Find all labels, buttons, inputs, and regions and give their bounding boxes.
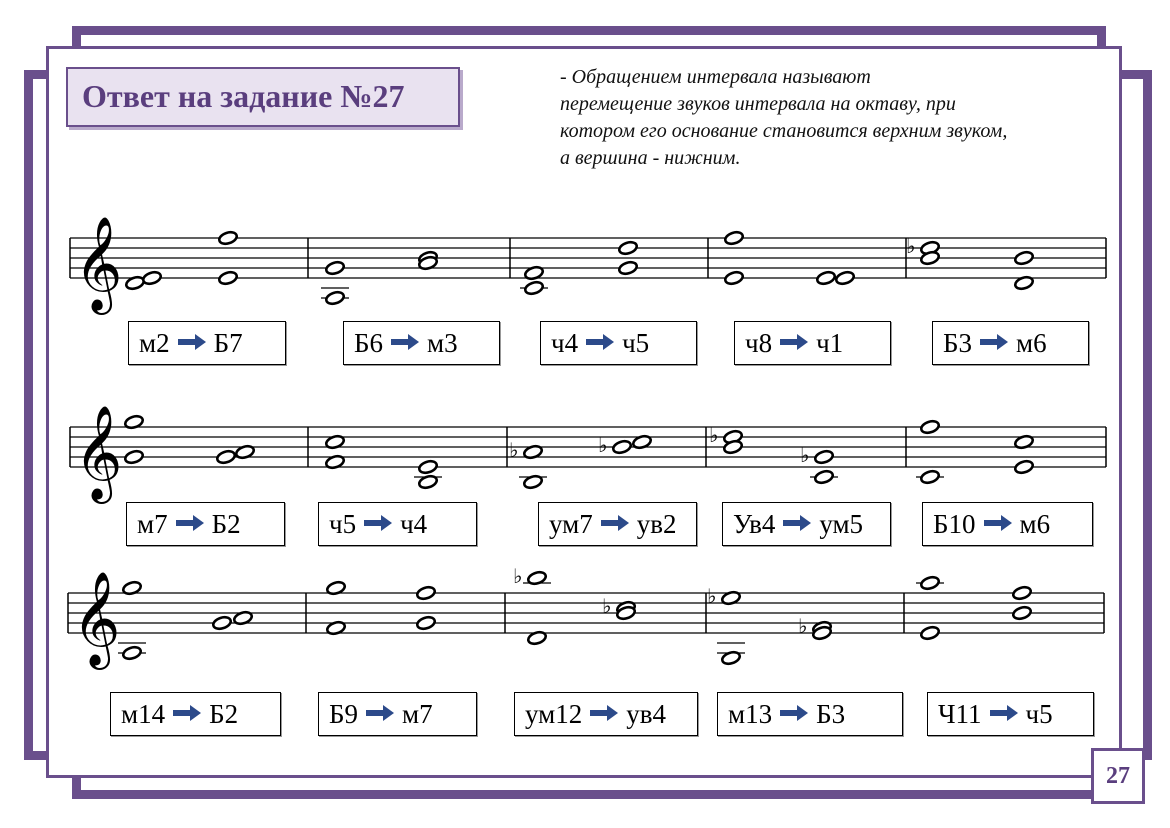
flat-sign-icon: ♭ [509, 438, 519, 462]
flat-sign-icon: ♭ [602, 594, 612, 618]
right-arrow-icon [990, 705, 1018, 721]
flat-sign-icon: ♭ [800, 443, 810, 467]
whole-note [920, 419, 940, 435]
right-arrow-icon [783, 515, 811, 531]
interval-to: ув4 [626, 698, 666, 729]
interval-to: м6 [1019, 508, 1051, 539]
interval-answer-box [514, 692, 698, 736]
whole-note [142, 270, 162, 286]
right-arrow-icon [780, 705, 808, 721]
interval-to: м3 [427, 327, 458, 358]
interval-from: м7 [137, 508, 168, 539]
interval-answer-box [126, 502, 285, 546]
flat-sign-icon: ♭ [906, 234, 916, 258]
interval-to: м7 [402, 698, 433, 729]
interval-from: Б10 [933, 508, 976, 539]
interval-answer-box [540, 321, 697, 365]
whole-note [122, 645, 142, 661]
interval-to: ч5 [622, 327, 650, 358]
whole-note [416, 615, 436, 631]
interval-from: Б9 [329, 698, 359, 729]
right-arrow-icon [780, 334, 808, 350]
interval-answer-box [717, 692, 903, 736]
whole-note [814, 469, 834, 485]
interval-from: ч8 [745, 327, 773, 358]
interval-to: Б3 [816, 698, 846, 729]
interval-answer-box [343, 321, 500, 365]
whole-note [325, 260, 345, 276]
flat-sign-icon: ♭ [709, 423, 719, 447]
right-arrow-icon [391, 334, 419, 350]
whole-note [418, 459, 438, 475]
definition-line: - Обращением интервала называют [560, 66, 871, 88]
whole-note [1012, 605, 1032, 621]
whole-note [920, 575, 940, 591]
whole-note [524, 280, 544, 296]
interval-from: ум7 [549, 508, 593, 539]
treble-clef-icon: 𝄞 [74, 405, 123, 500]
flat-sign-icon: ♭ [513, 564, 523, 588]
interval-answer-box [110, 692, 281, 736]
treble-clef-icon: 𝄞 [74, 216, 123, 311]
interval-to: ч1 [816, 327, 844, 358]
whole-note [218, 270, 238, 286]
interval-answer-box [318, 692, 477, 736]
interval-to: Б7 [213, 327, 243, 358]
interval-from: ч4 [551, 327, 579, 358]
whole-note [920, 469, 940, 485]
whole-note [724, 230, 744, 246]
whole-note [618, 240, 638, 256]
whole-note [1012, 585, 1032, 601]
interval-answer-box [538, 502, 697, 546]
whole-note [124, 449, 144, 465]
definition-line: а вершина - нижним. [560, 147, 741, 169]
interval-to: м6 [1016, 327, 1047, 358]
right-arrow-icon [980, 334, 1008, 350]
whole-note [618, 260, 638, 276]
right-arrow-icon [601, 515, 629, 531]
flat-sign-icon: ♭ [598, 433, 608, 457]
right-arrow-icon [176, 515, 204, 531]
whole-note [216, 449, 236, 465]
interval-to: ум5 [819, 508, 864, 539]
flat-sign-icon: ♭ [707, 584, 717, 608]
interval-from: ч5 [329, 508, 357, 539]
whole-note [1014, 459, 1034, 475]
interval-from: Б3 [943, 327, 973, 358]
interval-from: м2 [139, 327, 170, 358]
right-arrow-icon [178, 334, 206, 350]
whole-note [612, 439, 632, 455]
flat-sign-icon: ♭ [798, 614, 808, 638]
interval-answer-box [722, 502, 891, 546]
right-arrow-icon [173, 705, 201, 721]
interval-answer-box [128, 321, 286, 365]
treble-clef-icon: 𝄞 [72, 571, 121, 666]
whole-note [835, 270, 855, 286]
right-arrow-icon [984, 515, 1012, 531]
interval-answer-box [734, 321, 891, 365]
interval-from: м14 [121, 698, 166, 729]
right-arrow-icon [364, 515, 392, 531]
definition-line: котором его основание становится верхним звуком, [560, 120, 1008, 142]
interval-to: Б2 [209, 698, 239, 729]
interval-answer-box [932, 321, 1089, 365]
right-arrow-icon [590, 705, 618, 721]
whole-note [724, 270, 744, 286]
interval-answer-box [922, 502, 1093, 546]
right-arrow-icon [366, 705, 394, 721]
interval-from: Ув4 [733, 508, 776, 539]
right-arrow-icon [586, 334, 614, 350]
whole-note [814, 449, 834, 465]
whole-note [212, 615, 232, 631]
whole-note [816, 270, 836, 286]
interval-to: Б2 [211, 508, 241, 539]
interval-from: ум12 [525, 698, 583, 729]
interval-answer-box [927, 692, 1094, 736]
interval-to: ч4 [400, 508, 428, 539]
whole-note [1014, 250, 1034, 266]
interval-from: м13 [728, 698, 773, 729]
interval-from: Б6 [354, 327, 384, 358]
page-title: Ответ на задание №27 [82, 78, 405, 114]
interval-to: ч5 [1025, 698, 1053, 729]
definition-line: перемещение звуков интервала на октаву, при [560, 93, 956, 115]
interval-to: ув2 [636, 508, 677, 539]
whole-note [325, 290, 345, 306]
whole-note [218, 230, 238, 246]
whole-note [416, 585, 436, 601]
whole-note [920, 625, 940, 641]
interval-from: Ч11 [938, 698, 982, 729]
interval-answer-box [318, 502, 477, 546]
page-number: 27 [1091, 748, 1145, 804]
